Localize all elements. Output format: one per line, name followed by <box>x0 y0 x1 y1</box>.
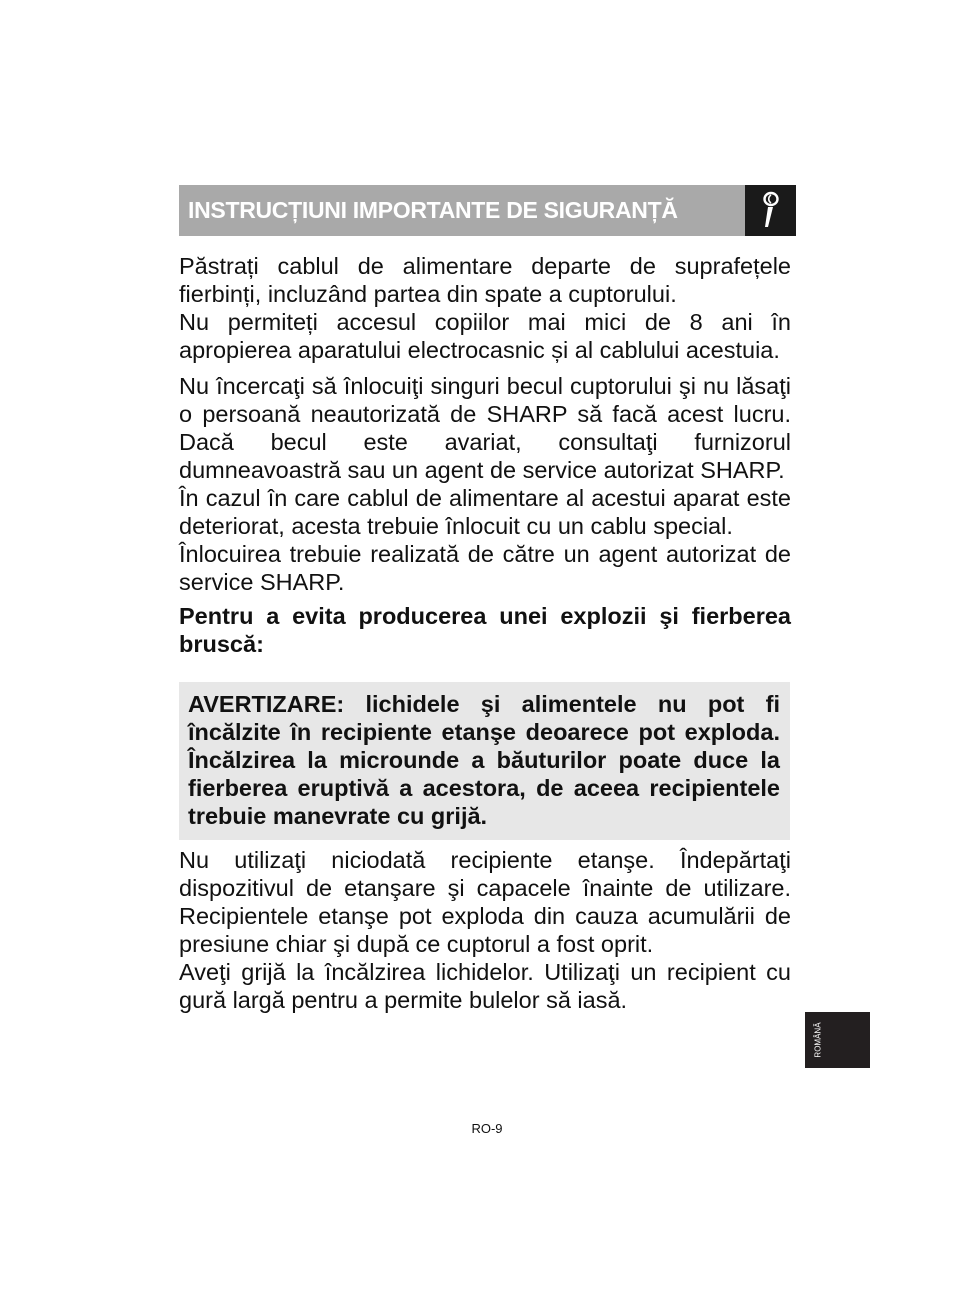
language-tab <box>805 1012 870 1068</box>
section-title: INSTRUCȚIUNI IMPORTANTE DE SIGURANȚĂ <box>188 197 678 223</box>
paragraph-replacement: Înlocuirea trebuie realizată de către un agent autorizat de service SHARP. <box>179 541 791 595</box>
warning-text: AVERTIZARE: lichidele şi alimentele nu pot fi încălzite în recipiente etanşe deoarece pot exploda. Încălzirea la microunde a băuturilor poate duce la fierberea eruptivă a acestora, de aceea recipientele trebuie manevrate cu grijă. <box>188 690 780 829</box>
explosion-heading: Pentru a evita producerea unei explozii şi fierberea bruscă: <box>179 603 791 657</box>
paragraph-children: Nu permiteți accesul copiilor mai mici de 8 ani în apropierea aparatului electrocasnic și al cablului acestuia. <box>179 309 791 363</box>
header-icon-box <box>745 185 796 236</box>
language-label: ROMÂNĂ <box>813 1022 823 1058</box>
paragraph-cable-damaged: În cazul în care cablul de alimentare al acestui aparat este deteriorat, acesta trebuie înlocuit cu un cablu special. <box>179 485 791 539</box>
paragraph-sealed-containers: Nu utilizaţi niciodată recipiente etanşe. Îndepărtaţi dispozitivul de etanşare şi capacele înainte de utilizare. Recipientele etanşe pot exploda din cauza acumulării de presiune chiar şi după ce cuptorul a fost oprit. <box>179 846 791 957</box>
info-icon <box>757 191 783 231</box>
section-header <box>179 185 796 236</box>
main-content <box>179 252 791 1014</box>
page-number: RO-9 <box>471 1121 503 1136</box>
paragraph-cable-away: Păstrați cablul de alimentare departe de suprafețele fierbinți, incluzând partea din spate a cuptorului. <box>179 253 791 307</box>
paragraph-liquids: Aveţi grijă la încălzirea lichidelor. Utilizaţi un recipient cu gură largă pentru a permite bulelor să iasă. <box>179 958 791 1013</box>
paragraph-bulb: Nu încercaţi să înlocuiţi singuri becul cuptorului şi nu lăsaţi o persoană neautorizată de SHARP să facă acest lucru. Dacă becul este avariat, consultaţi furnizorul dumneavoastră sau un agent de service autorizat SHARP. <box>179 373 791 483</box>
warning-box <box>179 682 790 840</box>
